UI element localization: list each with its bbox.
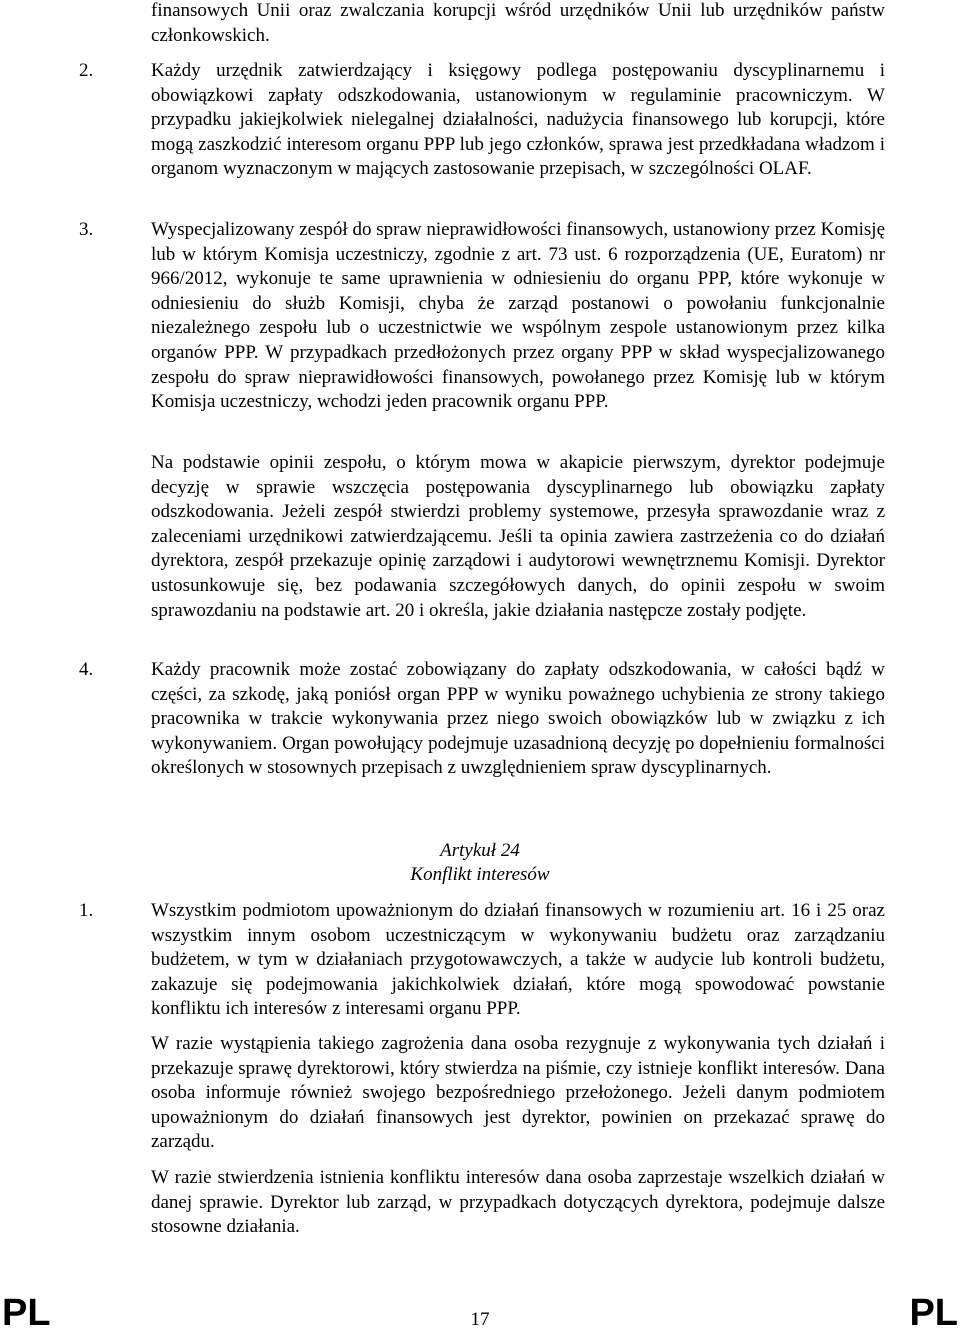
paragraph-3-number: 3.	[79, 219, 94, 240]
article-title: Konflikt interesów	[410, 864, 550, 885]
article-paragraph-1: Wszystkim podmiotom upoważnionym do działań finansowych w rozumieniu art. 16 i 25 oraz wszystkim innym osobom uczestniczącym w wykonywaniu budżetu oraz zarządzaniu budżetem, w tym w działaniach przygotowawczych, a także w audycie lub kontroli budżetu, zakazuje się podejmowania jakichkolwiek działań, które mogą spowodować powstanie konfliktu ich interesów z interesami organu PPP.	[151, 900, 885, 1020]
footer-language-mark-right: PL	[909, 1292, 958, 1334]
page-number: 17	[470, 1309, 490, 1330]
article-number: Artykuł 24	[440, 840, 520, 861]
paragraph-2-number: 2.	[79, 60, 94, 81]
paragraph-4: Każdy pracownik może zostać zobowiązany do zapłaty odszkodowania, w całości bądź w części, za szkodę, jaką poniósł organ PPP w wyniku poważnego uchybienia ze strony takiego pracownika w trakcie wykonywania przez niego swoich obowiązków lub w związku z ich wykonywaniem. Organ powołujący podejmuje uzasadnioną decyzję po dopełnieniu formalności określonych w stosownych przepisach z uwzględnieniem spraw dyscyplinarnych.	[151, 659, 885, 779]
paragraph-1-continuation: finansowych Unii oraz zwalczania korupcji wśród urzędników Unii lub urzędników państw członkowskich.	[151, 0, 885, 46]
article-paragraph-1-number: 1.	[79, 900, 94, 921]
article-paragraph-1-second: W razie wystąpienia takiego zagrożenia dana osoba rezygnuje z wykonywania tych działań i przekazuje sprawę dyrektorowi, który stwierdza na piśmie, czy istnieje konflikt interesów. Dana osoba informuje również swojego bezpośredniego przełożonego. Jeżeli danym podmiotem upoważnionym do działań finansowych jest dyrektor, powinien on przekazać sprawę do zarządu.	[151, 1033, 885, 1153]
footer-language-mark-left: PL	[2, 1292, 51, 1334]
paragraph-2: Każdy urzędnik zatwierdzający i księgowy podlega postępowaniu dyscyplinarnemu i obowiązkowi zapłaty odszkodowania, ustanowionym w regulaminie pracowniczym. W przypadku jakiejkolwiek nielegalnej działalności, nadużycia finansowego lub korupcji, które mogą zaszkodzić interesom organu PPP lub jego członków, sprawa jest przedkładana władzom i organom wyznaczonym w mających zastosowanie przepisach, w szczególności OLAF.	[151, 60, 885, 180]
paragraph-3: Wyspecjalizowany zespół do spraw nieprawidłowości finansowych, ustanowiony przez Komisję lub w którym Komisja uczestniczy, zgodnie z art. 73 ust. 6 rozporządzenia (UE, Euratom) nr 966/2012, wykonuje te same uprawnienia w odniesieniu do organu PPP, które wykonuje w odniesieniu do służb Komisji, chyba że zarząd postanowi o powołaniu funkcjonalnie niezależnego zespołu lub o uczestnictwie we wspólnym zespole ustanowionym przez kilka organów PPP. W przypadkach przedłożonych przez organy PPP w skład wyspecjalizowanego zespołu do spraw nieprawidłowości finansowych, powołanego przez Komisję lub w którym Komisja uczestniczy, wchodzi jeden pracownik organu PPP.	[151, 219, 885, 413]
paragraph-3-second: Na podstawie opinii zespołu, o którym mowa w akapicie pierwszym, dyrektor podejmuje decyzję w sprawie wszczęcia postępowania dyscyplinarnego lub obowiązku zapłaty odszkodowania. Jeżeli zespół stwierdzi problemy systemowe, przesyła sprawozdanie wraz z zaleceniami urzędnikowi zatwierdzającemu. Jeśli ta opinia zawiera zastrzeżenia co do działań dyrektora, zespół przekazuje opinię zarządowi i audytorowi wewnętrznemu Komisji. Dyrektor ustosunkowuje się, bez podawania szczegółowych danych, do opinii zespołu w swoim sprawozdaniu na podstawie art. 20 i określa, jakie działania następcze zostały podjęte.	[151, 452, 885, 621]
article-paragraph-1-third: W razie stwierdzenia istnienia konfliktu interesów dana osoba zaprzestaje wszelkich działań w danej sprawie. Dyrektor lub zarząd, w przypadkach dotyczących dyrektora, podejmuje dalsze stosowne działania.	[151, 1167, 885, 1238]
paragraph-4-number: 4.	[79, 659, 94, 680]
